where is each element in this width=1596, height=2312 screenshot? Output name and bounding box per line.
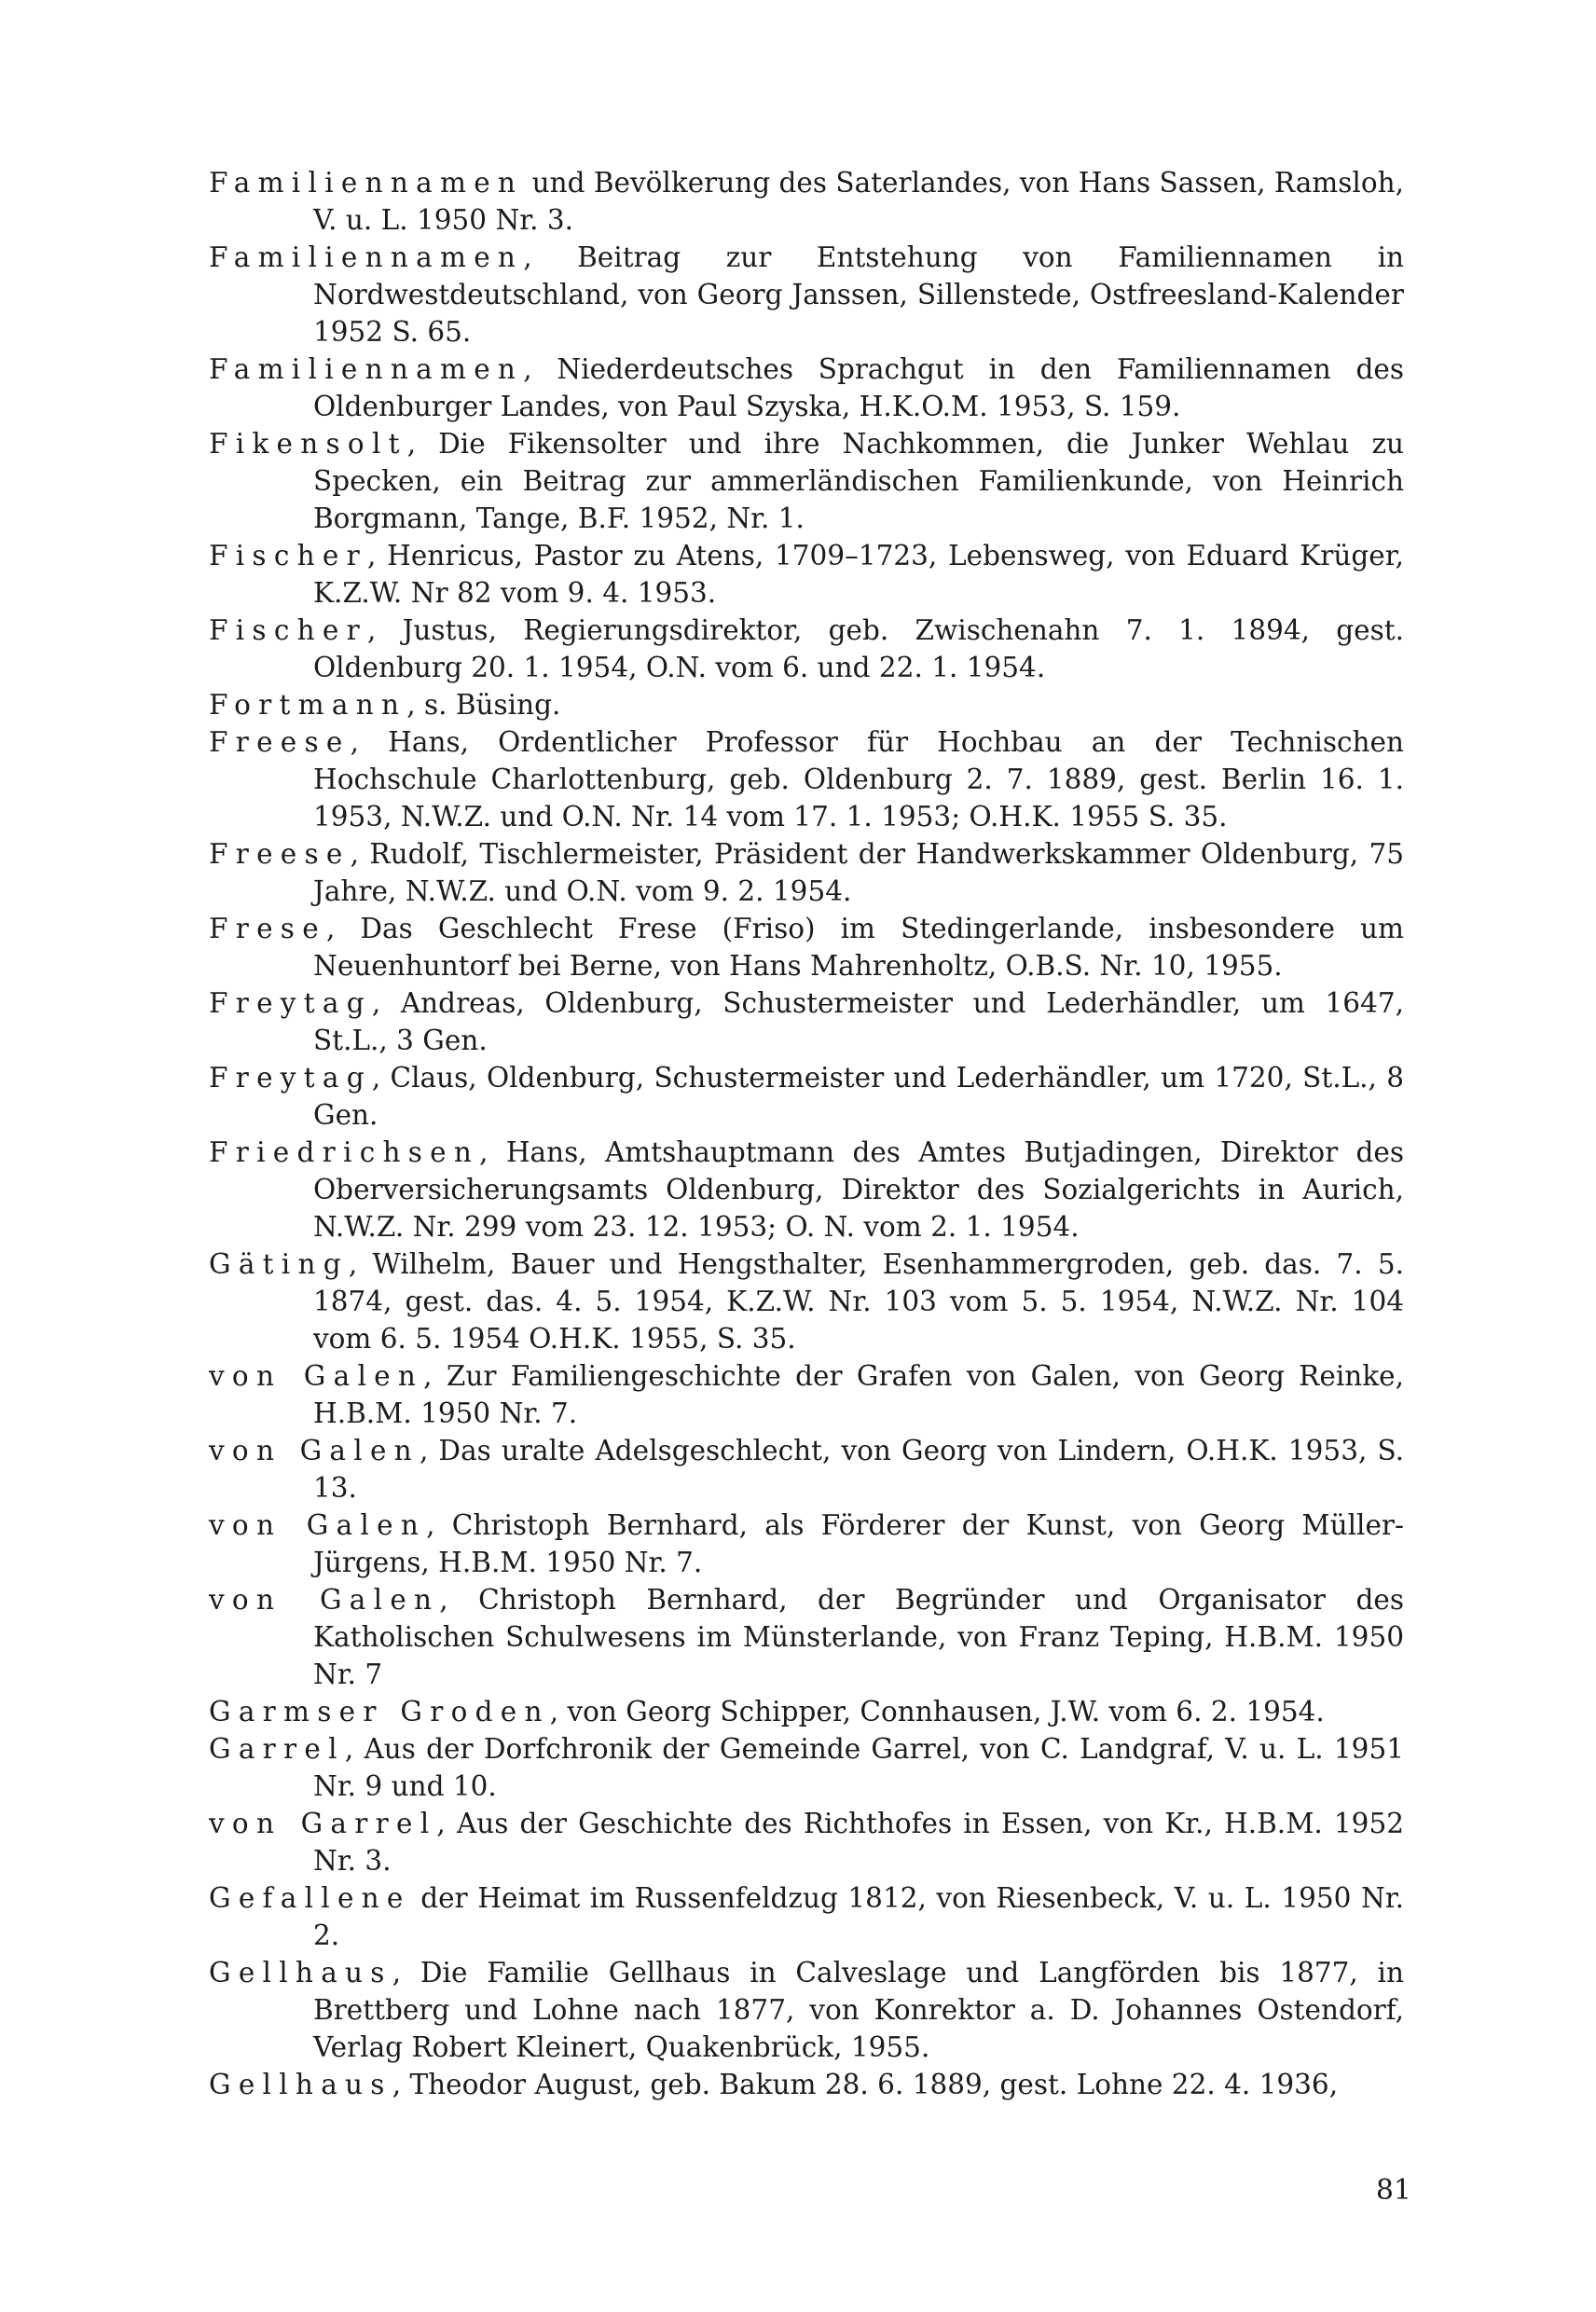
entry-text: , Die Fikensolter und ihre Nachkommen, die Junker Wehlau zu Specken, ein Beitrag zur ammerländischen Familienkunde, von Heinrich Borgmann, Tange, B.F. 1952, Nr. 1. [313, 428, 1404, 534]
entry-text: , Claus, Oldenburg, Schustermeister und Lederhändler, um 1720, St.L., 8 Gen. [313, 1062, 1404, 1131]
entry-heading: Fortmann [209, 689, 407, 721]
entry-text: , Die Familie Gellhaus in Calveslage und Langförden bis 1877, in Brettberg und Lohne nach 1877, von Konrektor a. D. Johannes Ostendorf, Verlag Robert Kleinert, Quakenbrück, 1955. [313, 1957, 1404, 2063]
entry-heading: Gellhaus [209, 1957, 392, 1989]
entry-text: , Christoph Bernhard, der Begründer und Organisator des Katholischen Schulwesens im Münsterlande, von Franz Teping, H.B.M. 1950 Nr. 7 [313, 1584, 1404, 1690]
entry [209, 1059, 1404, 1134]
entry-text: , Theodor August, geb. Bakum 28. 6. 1889, gest. Lohne 22. 4. 1936, [392, 2069, 1339, 2100]
entry [209, 1805, 1404, 1879]
entry-text: , Wilhelm, Bauer und Hengsthalter, Esenhammergroden, geb. das. 7. 5. 1874, gest. das. 4. 5. 1954, K.Z.W. Nr. 103 vom 5. 5. 1954, N.W.Z. Nr. 104 vom 6. 5. 1954 O.H.K. 1955, S. 35. [313, 1248, 1404, 1355]
entry-heading: Gellhaus [209, 2069, 392, 2100]
entry [209, 1134, 1404, 1245]
entry [209, 1245, 1404, 1357]
entry [209, 910, 1404, 984]
entry [209, 1357, 1404, 1432]
entry-heading: Familiennamen [209, 167, 524, 199]
entry-heading: von Galen [209, 1435, 420, 1466]
entry-text: , Hans, Amtshauptmann des Amtes Butjadingen, Direktor des Oberversicherungsamts Oldenburg, Direktor des Sozialgerichts in Aurich, N.W.Z. Nr. 299 vom 23. 12. 1953; O. N. vom 2. 1. 1954. [313, 1136, 1404, 1243]
entry [209, 612, 1404, 686]
entry-text: , von Georg Schipper, Connhausen, J.W. vom 6. 2. 1954. [549, 1696, 1325, 1727]
entry-heading: Freese [209, 726, 351, 758]
entry [209, 239, 1404, 351]
entry [209, 984, 1404, 1059]
entry-text: , Christoph Bernhard, als Förderer der Kunst, von Georg Müller-Jürgens, H.B.M. 1950 Nr. 7. [313, 1509, 1404, 1578]
entry-text: , Rudolf, Tischlermeister, Präsident der Handwerkskammer Oldenburg, 75 Jahre, N.W.Z. und O.N. vom 9. 2. 1954. [313, 838, 1404, 907]
entry-heading: Freytag [209, 1062, 372, 1094]
entry-text: , Beitrag zur Entstehung von Familiennamen in Nordwestdeutschland, von Georg Janssen, Sillenstede, Ostfreesland-Kalender 1952 S. 65. [313, 241, 1404, 348]
entry-heading: von Garrel [209, 1808, 437, 1839]
page-number: 81 [1375, 2174, 1411, 2207]
entry [209, 1730, 1404, 1805]
entry [209, 2066, 1404, 2103]
bibliography-list [209, 164, 1404, 2103]
entry [209, 686, 1404, 723]
entry-heading: von Galen [209, 1360, 424, 1392]
entry-text: und Bevölkerung des Saterlandes, von Hans Sassen, Ramsloh, V. u. L. 1950 Nr. 3. [313, 167, 1404, 236]
entry [209, 1432, 1404, 1507]
entry-text: , Hans, Ordentlicher Professor für Hochbau an der Technischen Hochschule Charlottenburg, geb. Oldenburg 2. 7. 1889, gest. Berlin 16. 1. 1953, N.W.Z. und O.N. Nr. 14 vom 17. 1. 1953; O.H.K. 1955 S. 35. [313, 726, 1404, 833]
entry-text: , Das Geschlecht Frese (Friso) im Stedingerlande, insbesondere um Neuenhuntorf bei Berne, von Hans Mahrenholtz, O.B.S. Nr. 10, 1955. [313, 913, 1404, 982]
entry-text: , Zur Familiengeschichte der Grafen von Galen, von Georg Reinke, H.B.M. 1950 Nr. 7. [313, 1360, 1404, 1429]
entry-heading: Garmser Groden [209, 1696, 550, 1727]
entry-text: der Heimat im Russenfeldzug 1812, von Riesenbeck, V. u. L. 1950 Nr. 2. [313, 1882, 1404, 1951]
entry-text: , Niederdeutsches Sprachgut in den Familiennamen des Oldenburger Landes, von Paul Szyska, H.K.O.M. 1953, S. 159. [313, 353, 1404, 422]
entry-heading: Familiennamen [209, 353, 524, 385]
entry-heading: von Galen [209, 1509, 427, 1541]
entry-text: , s. Büsing. [406, 689, 561, 721]
entry-heading: Friedrichsen [209, 1136, 480, 1168]
entry [209, 164, 1404, 239]
entry [209, 835, 1404, 910]
entry [209, 425, 1404, 537]
entry-heading: Fikensolt [209, 428, 407, 460]
entry-heading: von Galen [209, 1584, 440, 1616]
entry-heading: Freytag [209, 987, 372, 1019]
entry-heading: Gäting [209, 1248, 349, 1280]
entry-heading: Garrel [209, 1733, 345, 1765]
entry-text: , Aus der Dorfchronik der Gemeinde Garrel, von C. Landgraf, V. u. L. 1951 Nr. 9 und 10. [313, 1733, 1404, 1802]
entry-heading: Fischer [209, 614, 367, 646]
entry-text: , Aus der Geschichte des Richthofes in Essen, von Kr., H.B.M. 1952 Nr. 3. [313, 1808, 1404, 1877]
entry-heading: Freese [209, 838, 351, 870]
entry-heading: Familiennamen [209, 241, 524, 273]
entry [209, 723, 1404, 835]
entry [209, 351, 1404, 425]
entry-text: , Das uralte Adelsgeschlecht, von Georg von Lindern, O.H.K. 1953, S. 13. [313, 1435, 1404, 1504]
entry [209, 1581, 1404, 1693]
entry-heading: Gefallene [209, 1882, 411, 1914]
entry [209, 1879, 1404, 1954]
entry [209, 1693, 1404, 1730]
entry-text: , Henricus, Pastor zu Atens, 1709–1723, Lebensweg, von Eduard Krüger, K.Z.W. Nr 82 vom 9. 4. 1953. [313, 540, 1404, 609]
entry-heading: Frese [209, 913, 326, 944]
entry [209, 1507, 1404, 1581]
entry [209, 537, 1404, 612]
entry-heading: Fischer [209, 540, 367, 571]
entry-text: , Justus, Regierungsdirektor, geb. Zwischenahn 7. 1. 1894, gest. Oldenburg 20. 1. 1954, O.N. vom 6. und 22. 1. 1954. [313, 614, 1404, 683]
entry-text: , Andreas, Oldenburg, Schustermeister und Lederhändler, um 1647, St.L., 3 Gen. [313, 987, 1404, 1056]
entry [209, 1954, 1404, 2066]
